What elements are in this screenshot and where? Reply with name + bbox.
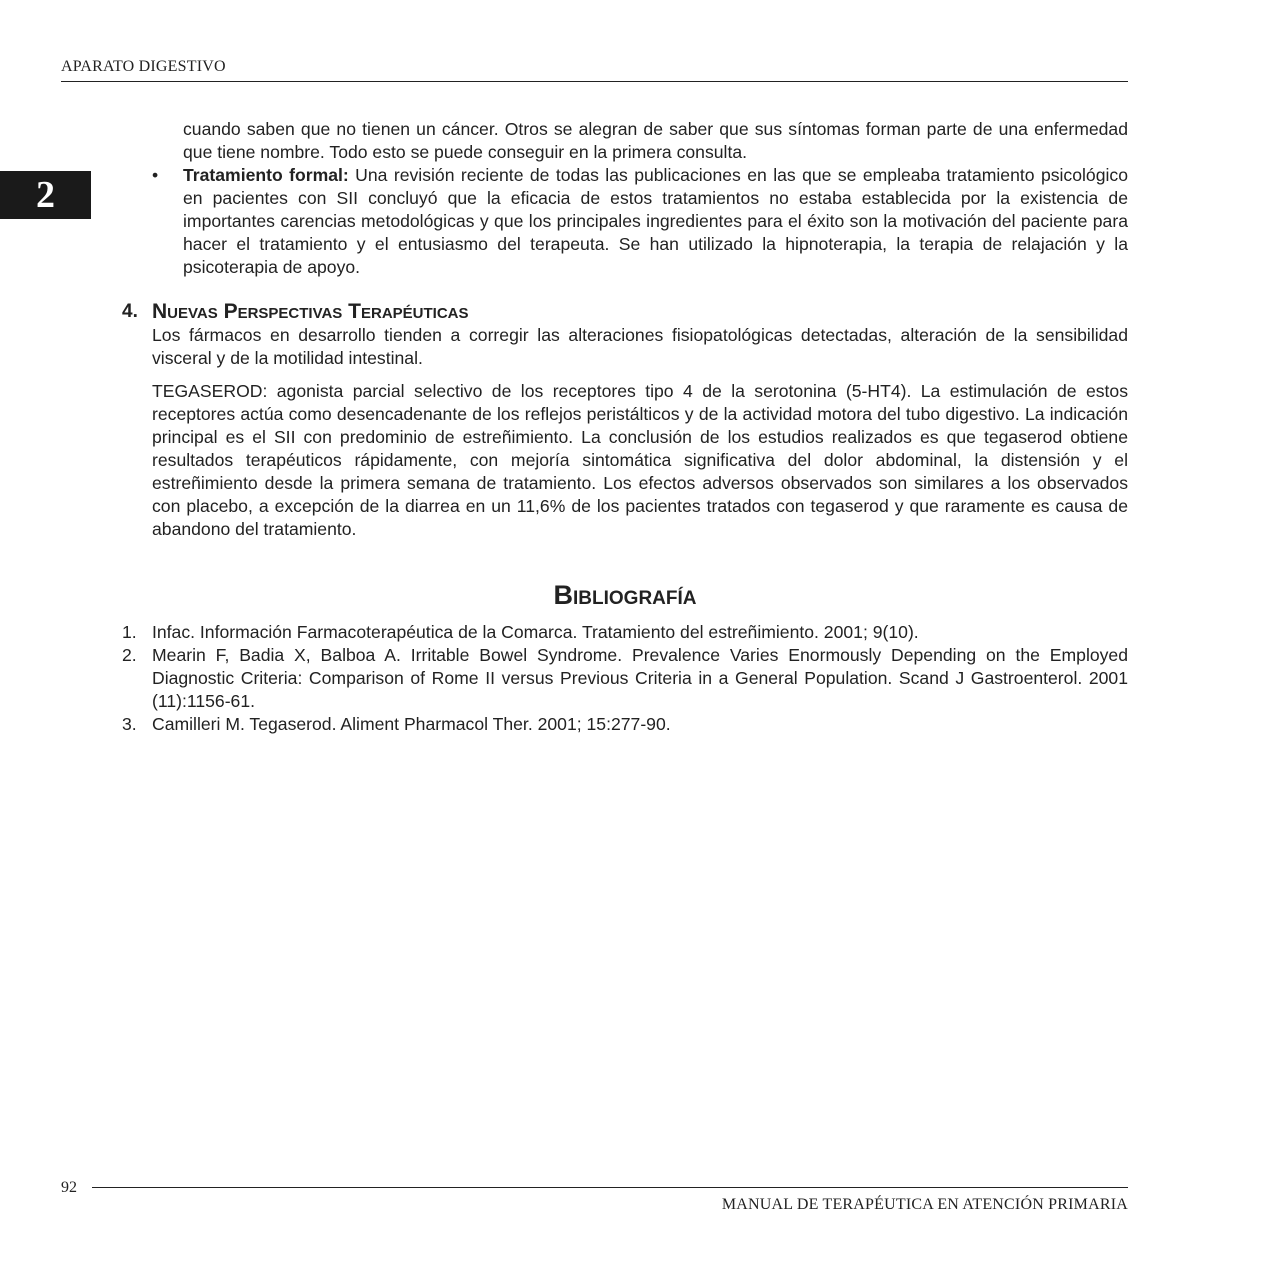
section-heading	[122, 300, 1128, 324]
reference-number: 1.	[122, 622, 137, 642]
bullet-term: Tratamiento formal:	[183, 165, 349, 185]
section-paragraph: TEGASEROD: agonista parcial selectivo de los receptores tipo 4 de la serotonina (5-HT4). La estimulación de estos receptores actúa como desencadenante de los reflejos peristálticos y de la actividad motora del tubo digestivo. La indicación principal es el SII con predominio de estreñimiento. La conclusión de los estudios realizados es que tegaserod obtiene resultados terapéuticos rápidamente, con mejoría sintomática significativa del dolor abdominal, la distensión y el estreñimiento desde la primera semana de tratamiento. Los efectos adversos observados son similares a los observados con placebo, a excepción de la diarrea en un 11,6% de los pacientes tratados con tegaserod y que raramente es causa de abandono del tratamiento.	[152, 381, 1128, 539]
reference-number: 2.	[122, 645, 137, 665]
reference-text: Infac. Información Farmacoterapéutica de la Comarca. Tratamiento del estreñimiento. 2001; 9(10).	[152, 622, 919, 642]
chapter-tab: 2	[0, 171, 91, 219]
running-header: APARATO DIGESTIVO	[61, 58, 1128, 82]
page-body	[122, 118, 1128, 736]
reference-item	[122, 621, 1128, 644]
reference-item	[122, 713, 1128, 736]
reference-text: Mearin F, Badia X, Balboa A. Irritable Bowel Syndrome. Prevalence Varies Enormously Depending on the Employed Diagnostic Criteria: Comparison of Rome II versus Previous Criteria in a General Population. Scand J Gastroenterol. 2001 (11):1156-61.	[152, 645, 1128, 711]
page-number: 92	[61, 1179, 77, 1196]
bullet-text	[183, 164, 1128, 279]
bullet-icon: •	[152, 165, 159, 185]
footer-book-title: MANUAL DE TERAPÉUTICA EN ATENCIÓN PRIMARIA	[721, 1196, 1128, 1213]
intro-continuation: cuando saben que no tienen un cáncer. Otros se alegran de saber que sus síntomas forman parte de una enfermedad que tiene nombre. Todo esto se puede conseguir en la primera consulta.	[183, 119, 1128, 162]
reference-item	[122, 644, 1128, 713]
list-item-tratamiento-formal	[122, 164, 1128, 279]
bibliography-title: Bibliografía	[553, 580, 697, 610]
section-title: Nuevas Perspectivas Terapéuticas	[152, 300, 469, 323]
section-body	[152, 324, 1128, 541]
section-paragraph: Los fármacos en desarrollo tienden a corregir las alteraciones fisiopatológicas detectadas, alteración de la sensibilidad visceral y de la motilidad intestinal.	[152, 325, 1128, 368]
reference-number: 3.	[122, 714, 137, 734]
footer-divider	[92, 1187, 1128, 1188]
bullet-body: Una revisión reciente de todas las publicaciones en las que se empleaba tratamiento psicológico en pacientes con SII concluyó que la eficacia de estos tratamientos no estaba establecida por la existencia de importantes carencias metodológicas y que los principales ingredientes para el éxito son la motivación del paciente para hacer el tratamiento y el entusiasmo del terapeuta. Se han utilizado la hipnoterapia, la terapia de relajación y la psicoterapia de apoyo.	[183, 165, 1128, 277]
section-number: 4.	[122, 301, 138, 322]
reference-text: Camilleri M. Tegaserod. Aliment Pharmacol Ther. 2001; 15:277-90.	[152, 714, 671, 734]
